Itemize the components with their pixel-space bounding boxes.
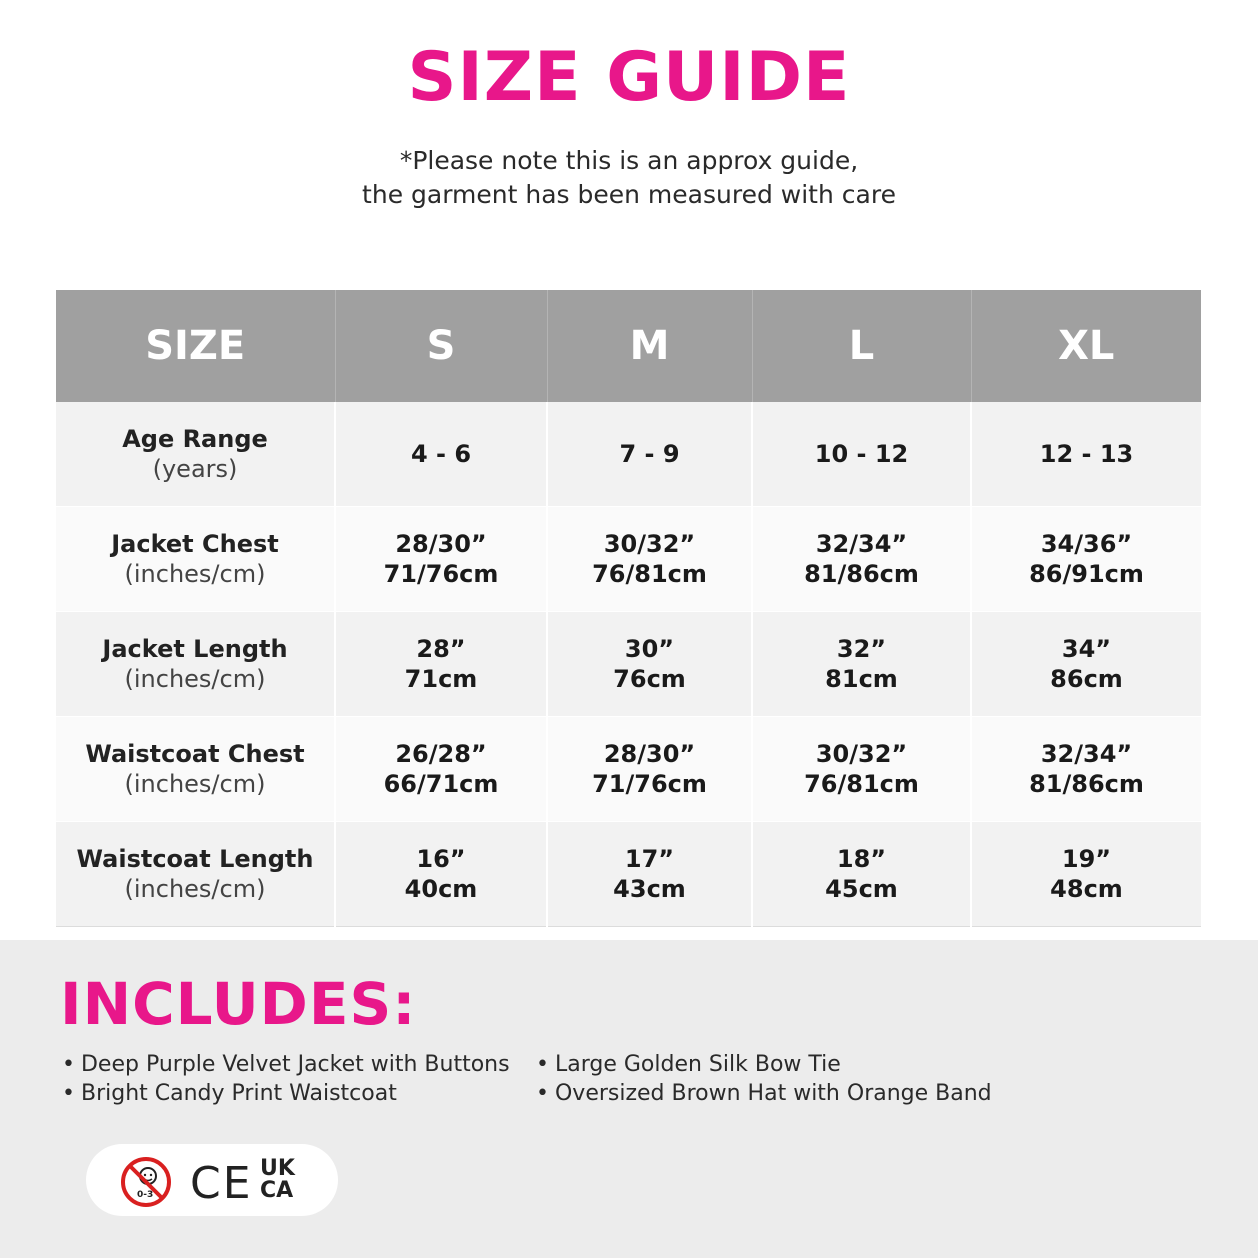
row-label-unit: (inches/cm) [124,875,266,903]
cell-cm: 45cm [825,875,898,903]
cell-cm: 81/86cm [1029,770,1144,798]
size-header-s: S [335,290,547,402]
cell-value: 10 - 12 [814,440,909,468]
cell-inches: 28” [416,635,466,663]
cell-inches: 34/36” [1040,530,1133,558]
table-cell [752,822,971,927]
cell-value: 12 - 13 [1039,440,1134,468]
includes-list-right [536,1050,992,1108]
table-cell [971,402,1201,507]
table-cell [752,717,971,822]
includes-list-left [62,1050,510,1108]
size-header-l: L [752,290,971,402]
ukca-top: UK [260,1156,295,1181]
table-cell [752,402,971,507]
cell-inches: 17” [624,845,675,873]
table-cell [335,717,547,822]
note-line-2: the garment has been measured with care [362,180,896,209]
cell-inches: 32/34” [1040,740,1133,768]
table-cell [547,507,752,612]
table-cell [547,402,752,507]
row-label-unit: (inches/cm) [124,665,266,693]
cell-cm: 76cm [613,665,686,693]
table-cell [335,612,547,717]
list-item: • Bright Candy Print Waistcoat [62,1079,510,1108]
list-item: • Deep Purple Velvet Jacket with Buttons [62,1050,510,1079]
table-row [56,507,1201,612]
row-label-text: Waistcoat Length [76,845,314,873]
table-cell [547,822,752,927]
table-cell [971,717,1201,822]
table-row [56,612,1201,717]
table-cell [335,507,547,612]
list-item: • Oversized Brown Hat with Orange Band [536,1079,992,1108]
cell-cm: 71/76cm [383,560,499,588]
row-label-unit: (inches/cm) [124,560,266,588]
table-cell [335,402,547,507]
cell-cm: 43cm [613,875,686,903]
size-header-label: SIZE [56,290,335,402]
cell-inches: 30/32” [603,530,696,558]
cell-inches: 18” [836,845,887,873]
cell-cm: 76/81cm [804,770,919,798]
table-cell [547,717,752,822]
row-label-text: Jacket Chest [111,530,279,558]
list-item: • Large Golden Silk Bow Tie [536,1050,992,1079]
cell-inches: 32” [836,635,887,663]
cell-cm: 86/91cm [1029,560,1144,588]
includes-title: INCLUDES: [60,970,417,1038]
row-label-unit: (inches/cm) [124,770,266,798]
cell-cm: 86cm [1050,665,1123,693]
cell-cm: 66/71cm [383,770,499,798]
note-line-1: *Please note this is an approx guide, [399,146,859,175]
cell-value: 4 - 6 [410,440,472,468]
cell-value: 7 - 9 [619,440,680,468]
cell-cm: 81/86cm [804,560,919,588]
age-warning-label: 0-3 [137,1190,154,1200]
ukca-bottom: CA [260,1178,294,1203]
table-row [56,822,1201,927]
size-header-xl: XL [971,290,1201,402]
table-row [56,402,1201,507]
row-label [56,507,335,612]
table-cell [335,822,547,927]
cell-cm: 76/81cm [592,560,707,588]
table-cell [971,507,1201,612]
cell-cm: 48cm [1050,875,1123,903]
size-table [56,290,1201,927]
cell-inches: 34” [1061,635,1112,663]
age-warning-icon [120,1156,172,1208]
cell-inches: 30/32” [815,740,908,768]
row-label [56,402,335,507]
disclaimer-note [0,144,1258,212]
cell-cm: 71cm [404,665,478,693]
table-cell [971,612,1201,717]
row-label [56,717,335,822]
ce-mark-icon: CE [190,1158,253,1209]
row-label-text: Age Range [122,425,268,453]
cell-cm: 71/76cm [592,770,707,798]
includes-section [0,940,1258,1258]
ukca-mark-icon [260,1158,295,1202]
table-cell [752,507,971,612]
page-title: SIZE GUIDE [407,38,851,117]
table-cell [752,612,971,717]
cell-cm: 81cm [825,665,898,693]
row-label-text: Waistcoat Chest [85,740,305,768]
cell-inches: 30” [624,635,675,663]
cell-inches: 28/30” [603,740,696,768]
cell-inches: 32/34” [815,530,908,558]
cell-inches: 26/28” [395,740,487,768]
cell-inches: 19” [1061,845,1112,873]
row-label [56,822,335,927]
table-row [56,717,1201,822]
cell-inches: 16” [416,845,466,873]
cell-cm: 40cm [404,875,478,903]
table-cell [971,822,1201,927]
size-header-row [56,290,1201,402]
certification-badges [86,1144,338,1216]
row-label [56,612,335,717]
table-cell [547,612,752,717]
row-label-unit: (years) [152,455,238,483]
size-header-m: M [547,290,752,402]
row-label-text: Jacket Length [102,635,288,663]
cell-inches: 28/30” [395,530,487,558]
